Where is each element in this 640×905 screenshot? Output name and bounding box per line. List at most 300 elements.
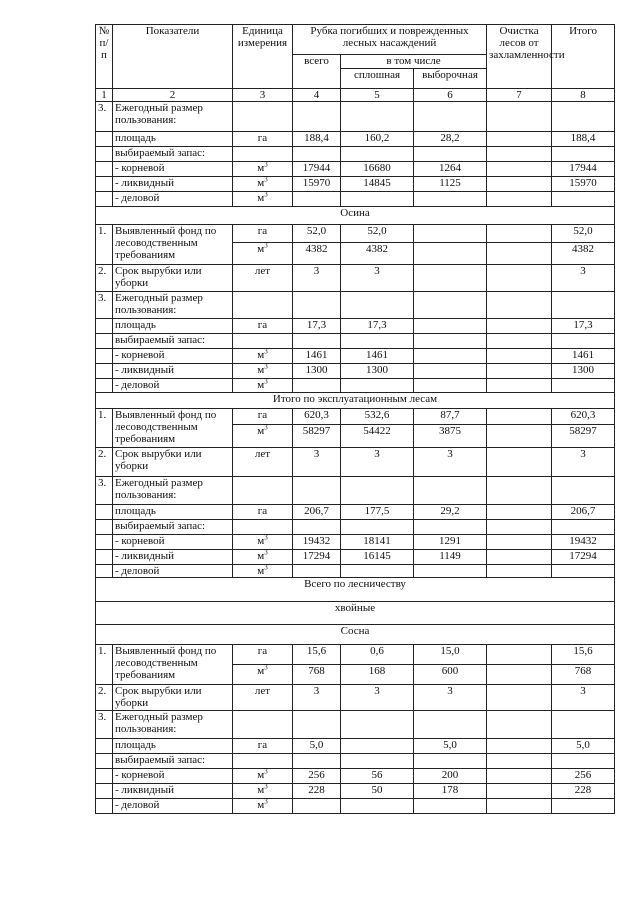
table-cell: 3 <box>341 685 414 711</box>
table-row <box>96 505 615 520</box>
table-cell <box>293 799 341 814</box>
table-cell: 17,3 <box>341 319 414 334</box>
table-cell: 29,2 <box>414 505 487 520</box>
table-cell <box>487 645 552 665</box>
table-cell <box>96 349 113 364</box>
table-cell <box>293 754 341 769</box>
unit-text: м <box>257 665 265 677</box>
table-cell <box>96 784 113 799</box>
table-row <box>96 550 615 565</box>
unit-cell <box>233 349 293 364</box>
table-cell <box>341 754 414 769</box>
table-cell <box>487 784 552 799</box>
table-cell <box>96 162 113 177</box>
colnum: 5 <box>341 89 414 102</box>
table-cell <box>96 535 113 550</box>
table-cell: 15,0 <box>414 645 487 665</box>
table-cell <box>487 520 552 535</box>
row-label: - деловой <box>113 565 233 578</box>
header-unit: Единица измерения <box>233 25 293 89</box>
header-itogo: Итого <box>552 25 615 89</box>
table-cell <box>233 147 293 162</box>
table-cell: 3 <box>293 448 341 477</box>
table-cell <box>293 477 341 505</box>
table-cell <box>414 754 487 769</box>
table-cell: 17944 <box>293 162 341 177</box>
table-row <box>96 784 615 799</box>
table-cell <box>487 550 552 565</box>
unit-exponent: 3 <box>264 175 268 184</box>
unit-cell <box>233 243 293 265</box>
column-number-row <box>96 89 615 102</box>
table-cell: 4382 <box>293 243 341 265</box>
table-cell: 1300 <box>552 364 615 379</box>
table-cell <box>487 665 552 685</box>
table-cell <box>414 192 487 207</box>
header-cleanup: Очистка лесов от захламленности <box>487 25 552 89</box>
table-cell <box>552 799 615 814</box>
row-label: - ликвидный <box>113 177 233 192</box>
section-itogo-expl: Итого по эксплуатационным лесам <box>96 393 615 409</box>
table-cell <box>414 379 487 393</box>
unit-exponent: 3 <box>264 423 268 432</box>
unit-text: м <box>257 192 265 204</box>
table-cell: 3 <box>414 448 487 477</box>
table-cell: 1291 <box>414 535 487 550</box>
colnum: 7 <box>487 89 552 102</box>
table-cell <box>414 334 487 349</box>
table-cell <box>487 739 552 754</box>
table-row <box>96 379 615 393</box>
table-cell <box>487 147 552 162</box>
row-label: Срок вырубки или уборки <box>113 265 233 292</box>
table-cell <box>552 477 615 505</box>
table-cell <box>487 535 552 550</box>
unit-text: м <box>257 535 265 547</box>
unit-text: м <box>257 243 265 255</box>
table-cell: 3 <box>552 685 615 711</box>
table-cell: 620,3 <box>293 409 341 425</box>
row-label: - деловой <box>113 192 233 207</box>
colnum: 4 <box>293 89 341 102</box>
header-indicators: Показатели <box>113 25 233 89</box>
table-cell <box>487 364 552 379</box>
table-cell: 178 <box>414 784 487 799</box>
table-cell <box>414 799 487 814</box>
table-cell <box>487 319 552 334</box>
table-row <box>96 739 615 754</box>
table-cell <box>96 379 113 393</box>
table-row <box>96 319 615 334</box>
unit-cell <box>233 364 293 379</box>
table-cell: 5,0 <box>293 739 341 754</box>
row-label: - корневой <box>113 535 233 550</box>
colnum: 8 <box>552 89 615 102</box>
table-cell: 200 <box>414 769 487 784</box>
table-cell: 228 <box>552 784 615 799</box>
table-cell: 206,7 <box>293 505 341 520</box>
table-cell <box>487 225 552 243</box>
table-cell <box>233 102 293 132</box>
unit-exponent: 3 <box>264 563 268 572</box>
row-num: 1. <box>96 409 113 448</box>
table-cell <box>96 177 113 192</box>
table-cell <box>414 243 487 265</box>
row-label: - ликвидный <box>113 784 233 799</box>
table-cell <box>487 265 552 292</box>
table-cell <box>96 739 113 754</box>
table-row <box>96 192 615 207</box>
table-cell <box>487 711 552 739</box>
row-label: площадь <box>113 319 233 334</box>
unit-cell: га <box>233 409 293 425</box>
colnum: 1 <box>96 89 113 102</box>
table-cell <box>96 769 113 784</box>
table-cell: 1461 <box>341 349 414 364</box>
row-label: Ежегодный размер пользования: <box>113 711 233 739</box>
table-row <box>96 645 615 665</box>
table-cell: 15,6 <box>293 645 341 665</box>
table-row <box>96 132 615 147</box>
table-cell: 256 <box>293 769 341 784</box>
unit-cell: лет <box>233 685 293 711</box>
table-cell <box>552 379 615 393</box>
table-row <box>96 685 615 711</box>
table-cell <box>552 147 615 162</box>
table-cell: 1300 <box>341 364 414 379</box>
row-label: - ликвидный <box>113 550 233 565</box>
table-cell <box>293 379 341 393</box>
unit-cell <box>233 162 293 177</box>
unit-exponent: 3 <box>264 377 268 386</box>
table-cell <box>487 754 552 769</box>
unit-exponent: 3 <box>264 347 268 356</box>
table-cell <box>96 520 113 535</box>
table-cell <box>487 505 552 520</box>
row-num: 2. <box>96 265 113 292</box>
row-label: - ликвидный <box>113 364 233 379</box>
table-cell <box>487 685 552 711</box>
row-label: - корневой <box>113 349 233 364</box>
table-cell <box>487 334 552 349</box>
table-cell: 4382 <box>341 243 414 265</box>
unit-cell: лет <box>233 265 293 292</box>
table-cell <box>414 711 487 739</box>
table-cell: 1264 <box>414 162 487 177</box>
table-cell <box>96 334 113 349</box>
table-cell: 19432 <box>552 535 615 550</box>
table-cell <box>233 520 293 535</box>
table-cell: 1125 <box>414 177 487 192</box>
colnum: 3 <box>233 89 293 102</box>
table-cell: 52,0 <box>341 225 414 243</box>
table-cell <box>96 565 113 578</box>
table-cell: 15970 <box>293 177 341 192</box>
table-cell <box>233 477 293 505</box>
unit-text: м <box>257 349 265 361</box>
table-cell <box>487 349 552 364</box>
table-cell <box>341 477 414 505</box>
row-label: выбираемый запас: <box>113 754 233 769</box>
table-cell: 17294 <box>552 550 615 565</box>
unit-text: м <box>257 425 265 437</box>
table-cell: 18141 <box>341 535 414 550</box>
table-cell <box>487 477 552 505</box>
table-cell <box>233 334 293 349</box>
section-osina: Осина <box>96 207 615 225</box>
table-cell: 17294 <box>293 550 341 565</box>
unit-cell: га <box>233 645 293 665</box>
row-num: 3. <box>96 102 113 132</box>
unit-cell: га <box>233 319 293 334</box>
table-cell <box>487 162 552 177</box>
colnum: 2 <box>113 89 233 102</box>
unit-text: м <box>257 364 265 376</box>
row-label: площадь <box>113 739 233 754</box>
unit-text: м <box>257 550 265 562</box>
table-cell: 256 <box>552 769 615 784</box>
table-cell <box>487 177 552 192</box>
table-cell <box>233 711 293 739</box>
table-row <box>96 754 615 769</box>
table-cell: 768 <box>552 665 615 685</box>
colnum: 6 <box>414 89 487 102</box>
row-num: 2. <box>96 685 113 711</box>
table-cell <box>96 505 113 520</box>
row-num: 3. <box>96 477 113 505</box>
row-num: 3. <box>96 292 113 319</box>
table-cell <box>487 379 552 393</box>
table-cell: 58297 <box>552 425 615 448</box>
table-row <box>96 477 615 505</box>
table-row <box>96 162 615 177</box>
table-cell <box>487 192 552 207</box>
table-cell <box>414 225 487 243</box>
table-cell: 19432 <box>293 535 341 550</box>
table-cell <box>341 739 414 754</box>
table-cell <box>293 334 341 349</box>
header-num: № п/ п <box>96 25 113 89</box>
row-label: Ежегодный размер пользования: <box>113 102 233 132</box>
header-logging: Рубка погибших и поврежденных лесных насаждений <box>293 25 487 55</box>
unit-cell <box>233 565 293 578</box>
row-label: - деловой <box>113 379 233 393</box>
unit-cell <box>233 192 293 207</box>
table-cell: 768 <box>293 665 341 685</box>
table-cell: 17,3 <box>552 319 615 334</box>
table-cell: 3 <box>552 448 615 477</box>
table-cell: 188,4 <box>293 132 341 147</box>
table-row <box>96 225 615 243</box>
table-cell <box>96 754 113 769</box>
table-cell <box>552 711 615 739</box>
table-cell: 28,2 <box>414 132 487 147</box>
table-cell: 4382 <box>552 243 615 265</box>
unit-exponent: 3 <box>264 362 268 371</box>
table-row <box>96 349 615 364</box>
unit-cell <box>233 535 293 550</box>
table-cell <box>96 319 113 334</box>
unit-exponent: 3 <box>264 782 268 791</box>
table-cell <box>341 711 414 739</box>
section-hvoinye: хвойные <box>96 602 615 625</box>
unit-text: м <box>257 769 265 781</box>
table-row <box>96 147 615 162</box>
unit-cell <box>233 425 293 448</box>
table-cell <box>552 754 615 769</box>
unit-cell <box>233 665 293 685</box>
section-sosna: Сосна <box>96 625 615 645</box>
table-cell: 87,7 <box>414 409 487 425</box>
table-cell: 160,2 <box>341 132 414 147</box>
header-including: в том числе <box>341 55 487 69</box>
table-cell: 52,0 <box>293 225 341 243</box>
table-row <box>96 334 615 349</box>
table-cell <box>414 265 487 292</box>
table-row <box>96 565 615 578</box>
table-cell <box>293 711 341 739</box>
table-cell: 15,6 <box>552 645 615 665</box>
row-label: Ежегодный размер пользования: <box>113 477 233 505</box>
unit-exponent: 3 <box>264 663 268 672</box>
table-cell <box>487 799 552 814</box>
table-cell <box>552 192 615 207</box>
table-cell: 168 <box>341 665 414 685</box>
table-cell: 16145 <box>341 550 414 565</box>
table-cell: 0,6 <box>341 645 414 665</box>
table-cell <box>487 769 552 784</box>
unit-cell <box>233 379 293 393</box>
table-cell: 17,3 <box>293 319 341 334</box>
unit-text: м <box>257 565 265 577</box>
table-cell: 3875 <box>414 425 487 448</box>
table-cell: 14845 <box>341 177 414 192</box>
table-cell <box>414 364 487 379</box>
table-cell <box>293 102 341 132</box>
table-cell <box>341 147 414 162</box>
unit-exponent: 3 <box>264 160 268 169</box>
table-cell: 3 <box>293 685 341 711</box>
row-label: Выявленный фонд по лесоводственным требованиям <box>113 645 233 685</box>
table-cell <box>341 334 414 349</box>
table-cell <box>233 754 293 769</box>
row-label: Ежегодный размер пользования: <box>113 292 233 319</box>
table-cell: 56 <box>341 769 414 784</box>
table-cell <box>414 319 487 334</box>
table-cell: 1461 <box>552 349 615 364</box>
table-cell <box>552 520 615 535</box>
table-cell <box>414 520 487 535</box>
table-cell <box>233 292 293 319</box>
unit-text: м <box>257 379 265 391</box>
table-cell <box>96 799 113 814</box>
table-cell <box>96 192 113 207</box>
table-row <box>96 265 615 292</box>
table-row <box>96 799 615 814</box>
table-cell <box>96 364 113 379</box>
unit-exponent: 3 <box>264 797 268 806</box>
table-cell <box>341 292 414 319</box>
row-label: выбираемый запас: <box>113 147 233 162</box>
table-cell <box>414 477 487 505</box>
unit-cell: га <box>233 132 293 147</box>
unit-cell: лет <box>233 448 293 477</box>
table-cell <box>414 349 487 364</box>
table-cell <box>414 565 487 578</box>
unit-cell: га <box>233 225 293 243</box>
table-cell: 15970 <box>552 177 615 192</box>
table-cell: 3 <box>552 265 615 292</box>
table-cell: 3 <box>341 448 414 477</box>
row-label: - корневой <box>113 162 233 177</box>
unit-text: м <box>257 177 265 189</box>
table-cell <box>414 102 487 132</box>
header-clear: сплошная <box>341 69 414 89</box>
table-cell <box>341 520 414 535</box>
unit-cell <box>233 769 293 784</box>
table-cell <box>293 565 341 578</box>
row-num: 3. <box>96 711 113 739</box>
unit-text: м <box>257 784 265 796</box>
table-cell <box>341 799 414 814</box>
table-cell: 52,0 <box>552 225 615 243</box>
table-cell <box>552 292 615 319</box>
row-label: Выявленный фонд по лесоводственным требованиям <box>113 225 233 265</box>
table-cell <box>552 565 615 578</box>
row-num: 1. <box>96 225 113 265</box>
table-cell <box>96 132 113 147</box>
table-cell <box>96 550 113 565</box>
table-cell <box>487 448 552 477</box>
table-cell: 532,6 <box>341 409 414 425</box>
table-cell <box>487 102 552 132</box>
unit-exponent: 3 <box>264 767 268 776</box>
section-vsego: Всего по лесничеству <box>96 578 615 602</box>
table-cell: 620,3 <box>552 409 615 425</box>
table-cell <box>341 565 414 578</box>
row-label: Срок вырубки или уборки <box>113 448 233 477</box>
unit-text: м <box>257 799 265 811</box>
table-cell: 3 <box>293 265 341 292</box>
table-cell: 1149 <box>414 550 487 565</box>
table-row <box>96 448 615 477</box>
table-cell: 3 <box>341 265 414 292</box>
row-num: 1. <box>96 645 113 685</box>
row-label: - корневой <box>113 769 233 784</box>
table-cell <box>293 520 341 535</box>
table-cell <box>487 565 552 578</box>
table-cell: 16680 <box>341 162 414 177</box>
table-row <box>96 292 615 319</box>
row-num: 2. <box>96 448 113 477</box>
row-label: Выявленный фонд по лесоводственным требованиям <box>113 409 233 448</box>
forest-use-table <box>95 24 615 814</box>
table-cell <box>341 379 414 393</box>
table-cell: 600 <box>414 665 487 685</box>
table-cell: 5,0 <box>552 739 615 754</box>
unit-cell <box>233 550 293 565</box>
unit-cell <box>233 799 293 814</box>
table-cell: 5,0 <box>414 739 487 754</box>
table-row <box>96 364 615 379</box>
table-cell <box>487 292 552 319</box>
table-cell <box>293 192 341 207</box>
table-cell <box>487 132 552 147</box>
table-cell: 3 <box>414 685 487 711</box>
unit-cell: га <box>233 505 293 520</box>
unit-exponent: 3 <box>264 190 268 199</box>
table-cell <box>414 292 487 319</box>
